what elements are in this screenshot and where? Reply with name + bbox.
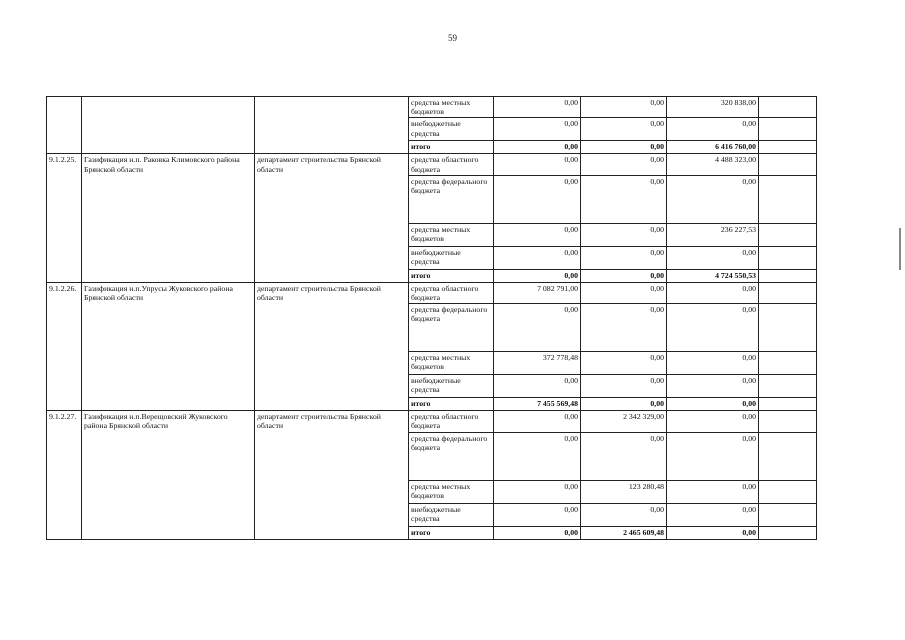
amount-cell-1: 0,00 (494, 97, 581, 118)
project-name-cell: Газификация н.п.Верещовский Жуковского района Брянской области (82, 411, 255, 539)
extra-cell (759, 526, 817, 539)
item-code-cell: 9.1.2.27. (47, 411, 82, 539)
funding-source-cell: внебюджетные средства (409, 375, 494, 398)
amount-cell-2: 0,00 (581, 246, 667, 269)
extra-cell (759, 175, 817, 223)
extra-cell (759, 282, 817, 303)
table-row (47, 282, 817, 303)
funding-source-cell: итого (409, 526, 494, 539)
extra-cell (759, 503, 817, 526)
amount-cell-2: 0,00 (581, 282, 667, 303)
amount-cell-3: 0,00 (667, 526, 759, 539)
amount-cell-2: 0,00 (581, 154, 667, 175)
funding-source-cell: средства федерального бюджета (409, 175, 494, 223)
amount-cell-1: 372 778,48 (494, 352, 581, 375)
funding-source-cell: средства местных бюджетов (409, 352, 494, 375)
table-row (47, 97, 817, 118)
amount-cell-3: 0,00 (667, 304, 759, 352)
project-name-cell (82, 97, 255, 154)
item-code-cell: 9.1.2.25. (47, 154, 82, 282)
amount-cell-3: 0,00 (667, 398, 759, 411)
amount-cell-2: 0,00 (581, 223, 667, 246)
extra-cell (759, 269, 817, 282)
executor-cell: департамент строительства Брянской области (255, 411, 409, 539)
funding-source-cell: средства местных бюджетов (409, 223, 494, 246)
funding-source-cell: средства местных бюджетов (409, 480, 494, 503)
funding-source-cell: итого (409, 141, 494, 154)
extra-cell (759, 246, 817, 269)
amount-cell-3: 0,00 (667, 118, 759, 141)
amount-cell-3: 0,00 (667, 175, 759, 223)
amount-cell-2: 0,00 (581, 97, 667, 118)
amount-cell-1: 0,00 (494, 246, 581, 269)
scan-edge-mark (899, 228, 901, 270)
extra-cell (759, 304, 817, 352)
amount-cell-2: 0,00 (581, 269, 667, 282)
table-row (47, 411, 817, 432)
funding-source-cell: внебюджетные средства (409, 118, 494, 141)
amount-cell-3: 236 227,53 (667, 223, 759, 246)
extra-cell (759, 432, 817, 480)
amount-cell-1: 0,00 (494, 432, 581, 480)
amount-cell-1: 0,00 (494, 503, 581, 526)
amount-cell-3: 0,00 (667, 246, 759, 269)
extra-cell (759, 375, 817, 398)
amount-cell-2: 0,00 (581, 398, 667, 411)
amount-cell-2: 2 342 329,00 (581, 411, 667, 432)
amount-cell-1: 0,00 (494, 141, 581, 154)
amount-cell-1: 0,00 (494, 223, 581, 246)
amount-cell-3: 0,00 (667, 432, 759, 480)
extra-cell (759, 141, 817, 154)
amount-cell-2: 0,00 (581, 432, 667, 480)
amount-cell-3: 4 488 323,00 (667, 154, 759, 175)
amount-cell-2: 0,00 (581, 304, 667, 352)
amount-cell-1: 0,00 (494, 118, 581, 141)
executor-cell (255, 97, 409, 154)
amount-cell-3: 0,00 (667, 411, 759, 432)
amount-cell-3: 0,00 (667, 282, 759, 303)
amount-cell-1: 7 082 791,00 (494, 282, 581, 303)
amount-cell-3: 4 724 550,53 (667, 269, 759, 282)
amount-cell-3: 6 416 760,00 (667, 141, 759, 154)
amount-cell-3: 0,00 (667, 375, 759, 398)
amount-cell-3: 0,00 (667, 503, 759, 526)
amount-cell-2: 0,00 (581, 352, 667, 375)
extra-cell (759, 480, 817, 503)
funding-source-cell: средства областного бюджета (409, 282, 494, 303)
funding-source-cell: средства местных бюджетов (409, 97, 494, 118)
amount-cell-2: 123 280,48 (581, 480, 667, 503)
funding-source-cell: средства федерального бюджета (409, 432, 494, 480)
budget-table (46, 96, 817, 540)
amount-cell-2: 0,00 (581, 118, 667, 141)
amount-cell-1: 0,00 (494, 411, 581, 432)
extra-cell (759, 97, 817, 118)
amount-cell-1: 0,00 (494, 526, 581, 539)
executor-cell: департамент строительства Брянской области (255, 282, 409, 410)
amount-cell-1: 0,00 (494, 480, 581, 503)
amount-cell-1: 0,00 (494, 175, 581, 223)
code-cell (47, 97, 82, 154)
amount-cell-2: 0,00 (581, 175, 667, 223)
extra-cell (759, 352, 817, 375)
table-row (47, 154, 817, 175)
funding-source-cell: итого (409, 398, 494, 411)
extra-cell (759, 118, 817, 141)
funding-source-cell: средства федерального бюджета (409, 304, 494, 352)
amount-cell-2: 0,00 (581, 141, 667, 154)
funding-source-cell: внебюджетные средства (409, 246, 494, 269)
amount-cell-2: 2 465 609,48 (581, 526, 667, 539)
page-number: 59 (448, 33, 457, 43)
amount-cell-3: 0,00 (667, 480, 759, 503)
amount-cell-3: 0,00 (667, 352, 759, 375)
funding-source-cell: внебюджетные средства (409, 503, 494, 526)
item-code-cell: 9.1.2.26. (47, 282, 82, 410)
extra-cell (759, 398, 817, 411)
amount-cell-3: 320 838,00 (667, 97, 759, 118)
amount-cell-1: 7 455 569,48 (494, 398, 581, 411)
funding-source-cell: средства областного бюджета (409, 154, 494, 175)
extra-cell (759, 223, 817, 246)
amount-cell-1: 0,00 (494, 375, 581, 398)
executor-cell: департамент строительства Брянской области (255, 154, 409, 282)
extra-cell (759, 154, 817, 175)
funding-source-cell: средства областного бюджета (409, 411, 494, 432)
amount-cell-1: 0,00 (494, 154, 581, 175)
project-name-cell: Газификация н.п. Раковка Климовского района Брянской области (82, 154, 255, 282)
funding-source-cell: итого (409, 269, 494, 282)
amount-cell-1: 0,00 (494, 304, 581, 352)
amount-cell-2: 0,00 (581, 375, 667, 398)
extra-cell (759, 411, 817, 432)
project-name-cell: Газификация н.п.Упрусы Жуковского района Брянской области (82, 282, 255, 410)
amount-cell-2: 0,00 (581, 503, 667, 526)
amount-cell-1: 0,00 (494, 269, 581, 282)
